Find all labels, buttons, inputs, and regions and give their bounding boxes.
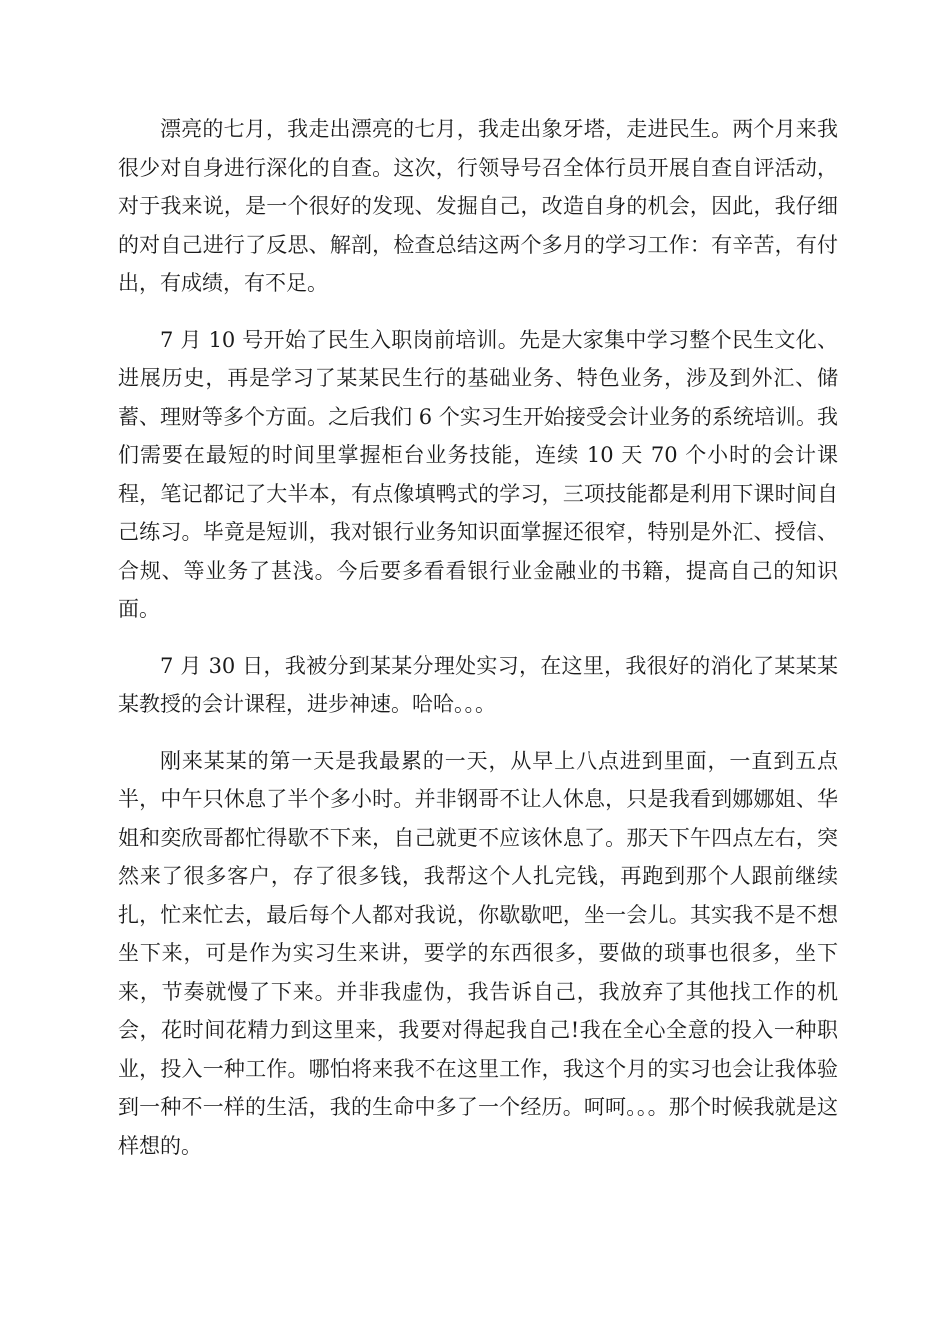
paragraph-2: 7 月 10 号开始了民生入职岗前培训。先是大家集中学习整个民生文化、进展历史，再是学习了某某民生行的基础业务、特色业务，涉及到外汇、储蓄、理财等多个方面。之后我们 6 个实习生开始接受会计业务的系统培训。我们需要在最短的时间里掌握柜台业务技能，连续 10 天 70 个小时的会计课程，笔记都记了大半本，有点像填鸭式的学习，三项技能都是利用下课时间自己练习。毕竟是短训，我对银行业务知识面掌握还很窄，特别是外汇、授信、合规、等业务了甚浅。今后要多看看银行业金融业的书籍，提高自己的知识面。 <box>118 327 838 621</box>
paragraph-4: 刚来某某的第一天是我最累的一天，从早上八点进到里面，一直到五点半，中午只休息了半个多小时。并非钢哥不让人休息，只是我看到娜娜姐、华姐和奕欣哥都忙得歇不下来，自己就更不应该休息了。那天下午四点左右，突然来了很多客户，存了很多钱，我帮这个人扎完钱，再跑到那个人跟前继续扎，忙来忙去，最后每个人都对我说，你歇歇吧，坐一会儿。其实我不是不想坐下来，可是作为实习生来讲，要学的东西很多，要做的琐事也很多，坐下来，节奏就慢了下来。并非我虚伪，我告诉自己，我放弃了其他找工作的机会，花时间花精力到这里来，我要对得起我自己!我在全心全意的投入一种职业，投入一种工作。哪怕将来我不在这里工作，我这个月的实习也会让我体验到一种不一样的生活，我的生命中多了一个经历。呵呵。。。那个时候我就是这样想的。 <box>118 748 838 1158</box>
paragraph-3: 7 月 30 日，我被分到某某分理处实习，在这里，我很好的消化了某某某某教授的会计课程，进步神速。哈哈。。。 <box>118 653 838 716</box>
paragraph-1: 漂亮的七月，我走出漂亮的七月，我走出象牙塔，走进民生。两个月来我很少对自身进行深化的自查。这次，行领导号召全体行员开展自查自评活动，对于我来说，是一个很好的发现、发掘自己，改造自身的机会，因此，我仔细的对自己进行了反思、解剖，检查总结这两个多月的学习工作：有辛苦，有付出，有成绩，有不足。 <box>118 117 838 295</box>
document-body <box>118 110 838 1183</box>
